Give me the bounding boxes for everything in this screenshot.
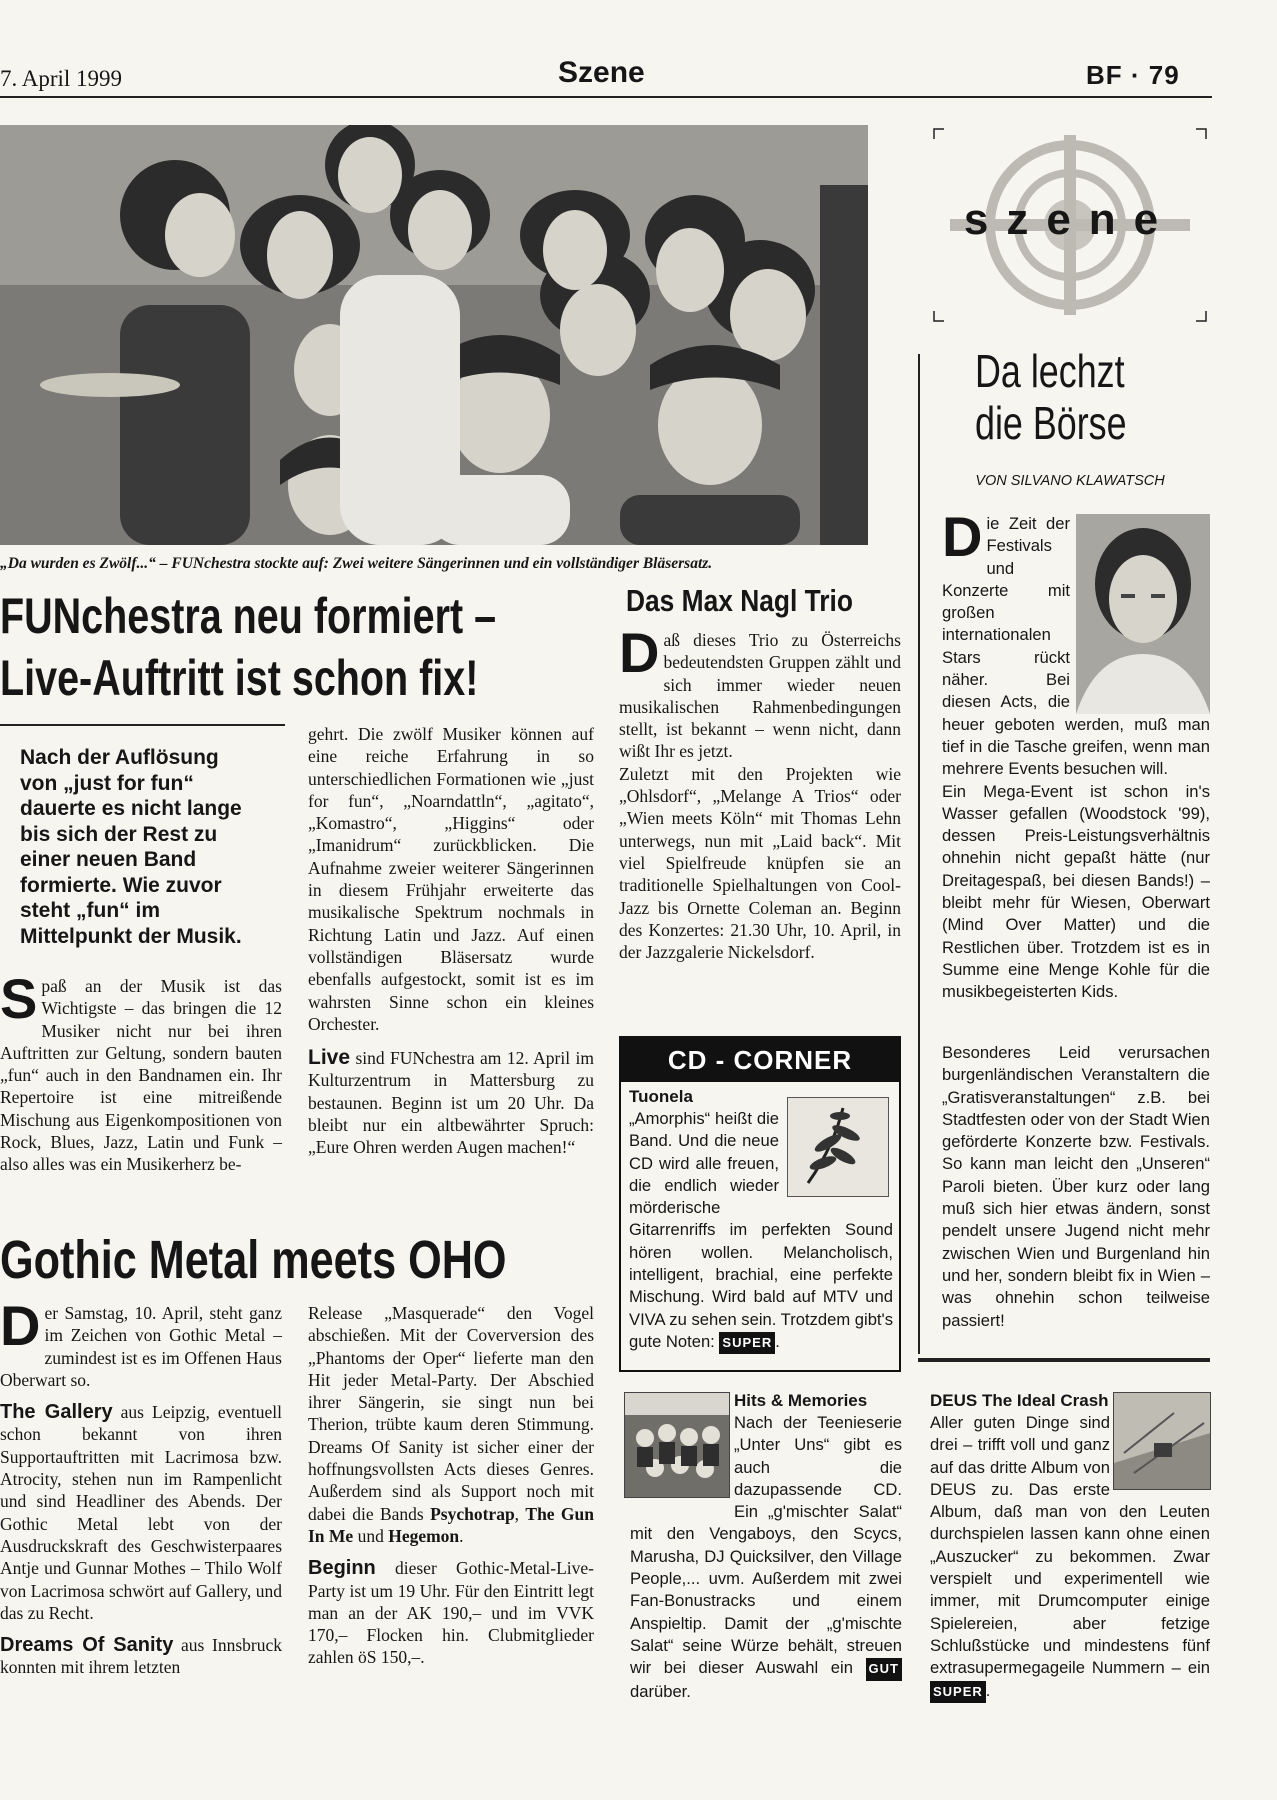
funchestra-col1-text: paß an der Musik ist das Wichtigste – das bringen die 12 Musiker nicht nur bei ihren Auftritten zur Geltung, sondern bauten „fun“ auch in den Bandnamen ein. Ihr Repertoire ist eine mitreißende Mischung aus Eigenkompositionen von Rock, Blues, Jazz, Latin und Funk – also alles was ein Musikerherz be- (0, 976, 282, 1175)
szene-logo (930, 125, 1210, 325)
gothic-dreams-text: aus Innsbruck konnten mit ihrem letzten (0, 1635, 283, 1678)
column-drop-cap: D (942, 505, 983, 568)
cd-review-deus-text: Aller guten Dinge sind drei – trifft voll und ganz auf das dritte Album von DEUS zu. Das erste Album, daß man von den Leuten durchspielen lassen kann ohne einen „Auszucker“ zu bekommen. Zwar verspielt und experimentell wie immer, mit Drumcomputer einige Spielereien, aber fetzige Schlußstücke und mindestens fünf extrasupermegageile Nummern – ein (930, 1413, 1210, 1678)
funchestra-headline-line2: Live-Auftritt ist schon fix! (0, 650, 479, 706)
gothic-intro-text: er Samstag, 10. April, steht ganz im Zeichen von Gothic Metal – zumindest ist es im Offenen Haus Oberwart so. (0, 1303, 282, 1390)
column-headline-line2: die Börse (975, 397, 1127, 449)
cover-spacer (1110, 1412, 1210, 1490)
band-psychotrap: Psychotrap (430, 1503, 515, 1524)
maxnagl-drop-cap: D (619, 621, 660, 684)
band-separator: , (514, 1503, 526, 1524)
rating-badge-gut: GUT (866, 1658, 902, 1680)
cd-review-tuonela (629, 1086, 893, 1354)
gothic-gallery-paragraph (0, 1401, 282, 1624)
cd-review-deus-body (930, 1412, 1210, 1703)
column-body-1 (942, 505, 1210, 1004)
funchestra-col2 (308, 723, 594, 1159)
band-hegemon: Hegemon (388, 1525, 460, 1546)
column-body-2 (942, 1042, 1210, 1332)
column-headline-line1: Da lechzt (975, 345, 1125, 397)
funchestra-drop-cap: S (0, 967, 38, 1030)
portrait-spacer (1076, 513, 1210, 713)
cd-corner-title: CD - CORNER (621, 1038, 899, 1082)
gothic-col2 (308, 1302, 594, 1669)
funchestra-live-lead: Live (308, 1046, 351, 1070)
gothic-dreams-paragraph (0, 1634, 282, 1679)
photo-caption: „Da wurden es Zwölf...“ – FUNchestra stockte auf: Zwei weitere Sängerinnen und ein vollständiger Bläsersatz. (0, 555, 713, 572)
gothic-gallery-lead: The Gallery (0, 1401, 113, 1424)
cd-review-hits-memories-text: Nach der Teenieserie „Unter Uns“ gibt es auch die dazupassende CD. Ein „g'mischter Salat“ mit den Vengaboys, den Scycs, Marusha, DJ Quicksilver, den Village People,... uvm. Außerdem mit zwei Fan-Bonustracks und einem Anspieltip. Damit der „g'mischte Salat“ seine Würze behält, streuen wir bei dieser Auswahl ein (630, 1413, 902, 1678)
funchestra-rule (0, 724, 285, 726)
maxnagl-body (619, 621, 901, 963)
cover-spacer (779, 1108, 893, 1208)
funchestra-col1 (0, 967, 282, 1176)
issue-date: 7. April 1999 (0, 66, 123, 91)
cd-review-deus-title: DEUS The Ideal Crash (930, 1391, 1109, 1410)
gothic-col2-paragraph (308, 1302, 594, 1547)
cover-spacer (630, 1412, 734, 1504)
szene-logo-text: szene (963, 195, 1177, 244)
gothic-col1 (0, 1294, 283, 1679)
cd-review-hits-memories (630, 1390, 902, 1703)
section-title: Szene (558, 56, 645, 89)
rating-badge-super: SUPER (719, 1332, 775, 1354)
gothic-begin-text: dieser Gothic-Metal-Live-Party ist um 19 Uhr. Für den Eintritt legt man an der AK 190,– und im VVK 170,– Flocken hin. Clubmitglieder zahlen öS 150,–. (308, 1558, 594, 1668)
gothic-gallery-text: aus Leipzig, eventuell schon bekannt von ihren Supportauftritten mit Lacrimosa bzw. Atrocity, stehen nun im Rampenlicht und sind Headliner des Abends. Der Gothic Metal lebt von der Ausdruckskraft des Geschwisterpaares Antje und Gunnar Mothes – Thilo Wolf von Lacrimosa schwört auf Gallery, und das zu Recht. (0, 1402, 283, 1623)
funchestra-live-text: sind FUNchestra am 12. April im Kulturzentrum in Mattersburg zu bestaunen. Beginn ist um 20 Uhr. Da bleibt nur ein altbewährter Spruch: „Eure Ohren werden Augen machen!“ (308, 1048, 594, 1158)
band-list-end: . (459, 1525, 464, 1546)
cd-review-tuonela-title: Tuonela (629, 1087, 693, 1106)
maxnagl-text-1: aß dieses Trio zu Österreichs bedeutendsten Gruppen zählt und sich immer wieder neuen musikalischen Rahmenbedingungen stellt, ist bekannt – wenn nicht, dann wißt Ihr es jetzt. (619, 630, 901, 762)
gothic-drop-cap: D (0, 1294, 41, 1357)
maxnagl-text-2: Zuletzt mit den Projekten wie „Ohlsdorf“, „Melange A Trios“ oder „Wien meets Köln“ mit Thomas Lehn unterwegs, nun mit „Laid back“. Mit viel Spielfreude knüpfen sie an traditionelle Spielhaltungen von Cool-Jazz bis Ornette Coleman an. Beginn des Konzertes: 21.30 Uhr, 10. April, in der Jazzgalerie Nickelsdorf. (619, 763, 901, 963)
cd-corner-box (619, 1036, 901, 1372)
cd-review-tuonela-end: . (775, 1331, 780, 1351)
maxnagl-headline: Das Max Nagl Trio (626, 583, 853, 618)
band-photo (0, 125, 868, 545)
band-the-gun-in-me: The Gun In Me (308, 1503, 595, 1546)
column-headline (975, 345, 1205, 449)
band-separator: und (353, 1525, 389, 1546)
column-text-2: Ein Mega-Event ist schon in's Wasser gefallen (Woodstock '99), dessen Preis-Leistungsverhältnis ohnehin nicht gepaßt hätte (nur Dreitagespaß, bei diesen Bands!) – bleibt mehr für Wiesen, Oberwart (Mind Over Matter) und die Restlichen über. Trotzdem ist es in Summe eine Menge Kohle für die musikbegeisterten Kids. (942, 781, 1210, 1002)
column-text-1: ie Zeit der Festivals und Konzerte mit großen internationalen Stars rückt näher. Bei diesen Acts, die heuer geboten werden, muß man tief in die Tasche greifen, wenn man mehrere Events besuchen will. (942, 514, 1210, 779)
cd-review-deus-end: . (985, 1680, 991, 1700)
gothic-begin-lead: Beginn (308, 1557, 376, 1580)
cd-review-hits-memories-end: darüber. (630, 1681, 691, 1701)
gothic-intro-paragraph (0, 1294, 282, 1391)
cd-review-deus (930, 1390, 1210, 1703)
cd-divider (918, 1358, 1210, 1362)
rating-badge-super: SUPER (930, 1681, 986, 1703)
cd-review-hits-memories-body (630, 1412, 902, 1703)
maxnagl-paragraph-1 (619, 621, 901, 763)
cd-review-tuonela-body (629, 1108, 893, 1354)
funchestra-col2-text: gehrt. Die zwölf Musiker können auf eine reiche Erfahrung in so unterschiedlichen Formationen wie „just for fun“, „Noarndattln“, „agitato“, „Komastro“, „Higgins“ oder „Imanidrum“ zurückblicken. Die Aufnahme zweier weiterer Sängerinnen in diesem Frühjahr erweiterte das musikalische Spektrum nochmals in Richtung Latin und Jazz. Auf einen vollständigen Bläsersatz wurde ebenfalls aufgestockt, somit ist es im wahrsten Sinne schon ein kleines Orchester. (308, 724, 594, 1034)
page-number: BF · 79 (1086, 60, 1180, 90)
funchestra-lead: Nach der Auflösung von „just for fun“ dauerte es nicht lange bis sich der Rest zu einer neuen Band formierte. Wie zuvor steht „fun“ im Mittelpunkt der Musik. (20, 746, 242, 948)
gothic-begin-paragraph (308, 1557, 594, 1668)
band-photo-illustration (0, 125, 868, 545)
column-byline: VON SILVANO KLAWATSCH (975, 473, 1165, 489)
funchestra-headline (0, 585, 600, 709)
header-rule (0, 96, 1212, 98)
gothic-col2-text: Release „Masquerade“ den Vogel abschießen. Mit der Coverversion des „Phantoms der Oper“ lieferte man den Hit jeder Metal-Party. Der Abschied ihrer Sängerin, sie singt nun bei Therion, trübte kaum deren Stimmung. Dreams Of Sanity ist sicher einer der hoffnungsvollsten Acts dieses Genres. Außerdem sind als Support noch mit dabei die Bands (308, 1303, 594, 1524)
funchestra-headline-line1: FUNchestra neu formiert – (0, 588, 497, 644)
cd-review-hits-memories-title: Hits & Memories (734, 1391, 868, 1410)
gothic-headline: Gothic Metal meets OHO (0, 1230, 507, 1290)
column-text-3: Besonderes Leid verursachen burgenländischen Veranstaltern die „Gratisveranstaltungen“ z.B. bei Stadtfesten oder von der Stadt Wien geförderte Konzerte bzw. Festivals. So kann man leicht den „Unseren“ Paroli bieten. Über kurz oder lang muß sich hier etwas ändern, sonst pendelt unsere Jugend nicht mehr zwischen Wien und Burgenland hin und her, sondern bleibt fix in Wien – was ohnehin schon teilweise passiert! (942, 1043, 1210, 1330)
gothic-dreams-lead: Dreams Of Sanity (0, 1634, 174, 1657)
column-left-rule (918, 354, 920, 1354)
cd-review-tuonela-text: „Amorphis“ heißt die Band. Und die neue CD wird alle freuen, die endlich wieder mörderische Gitarrenriffs im perfekten Sound hören wollen. Melancholisch, intelligent, brachial, eine perfekte Mischung. Wird bald auf MTV und VIVA zu sehen sein. Trotzdem gibt's gute Noten: (629, 1109, 893, 1351)
funchestra-live-paragraph (308, 1047, 594, 1158)
